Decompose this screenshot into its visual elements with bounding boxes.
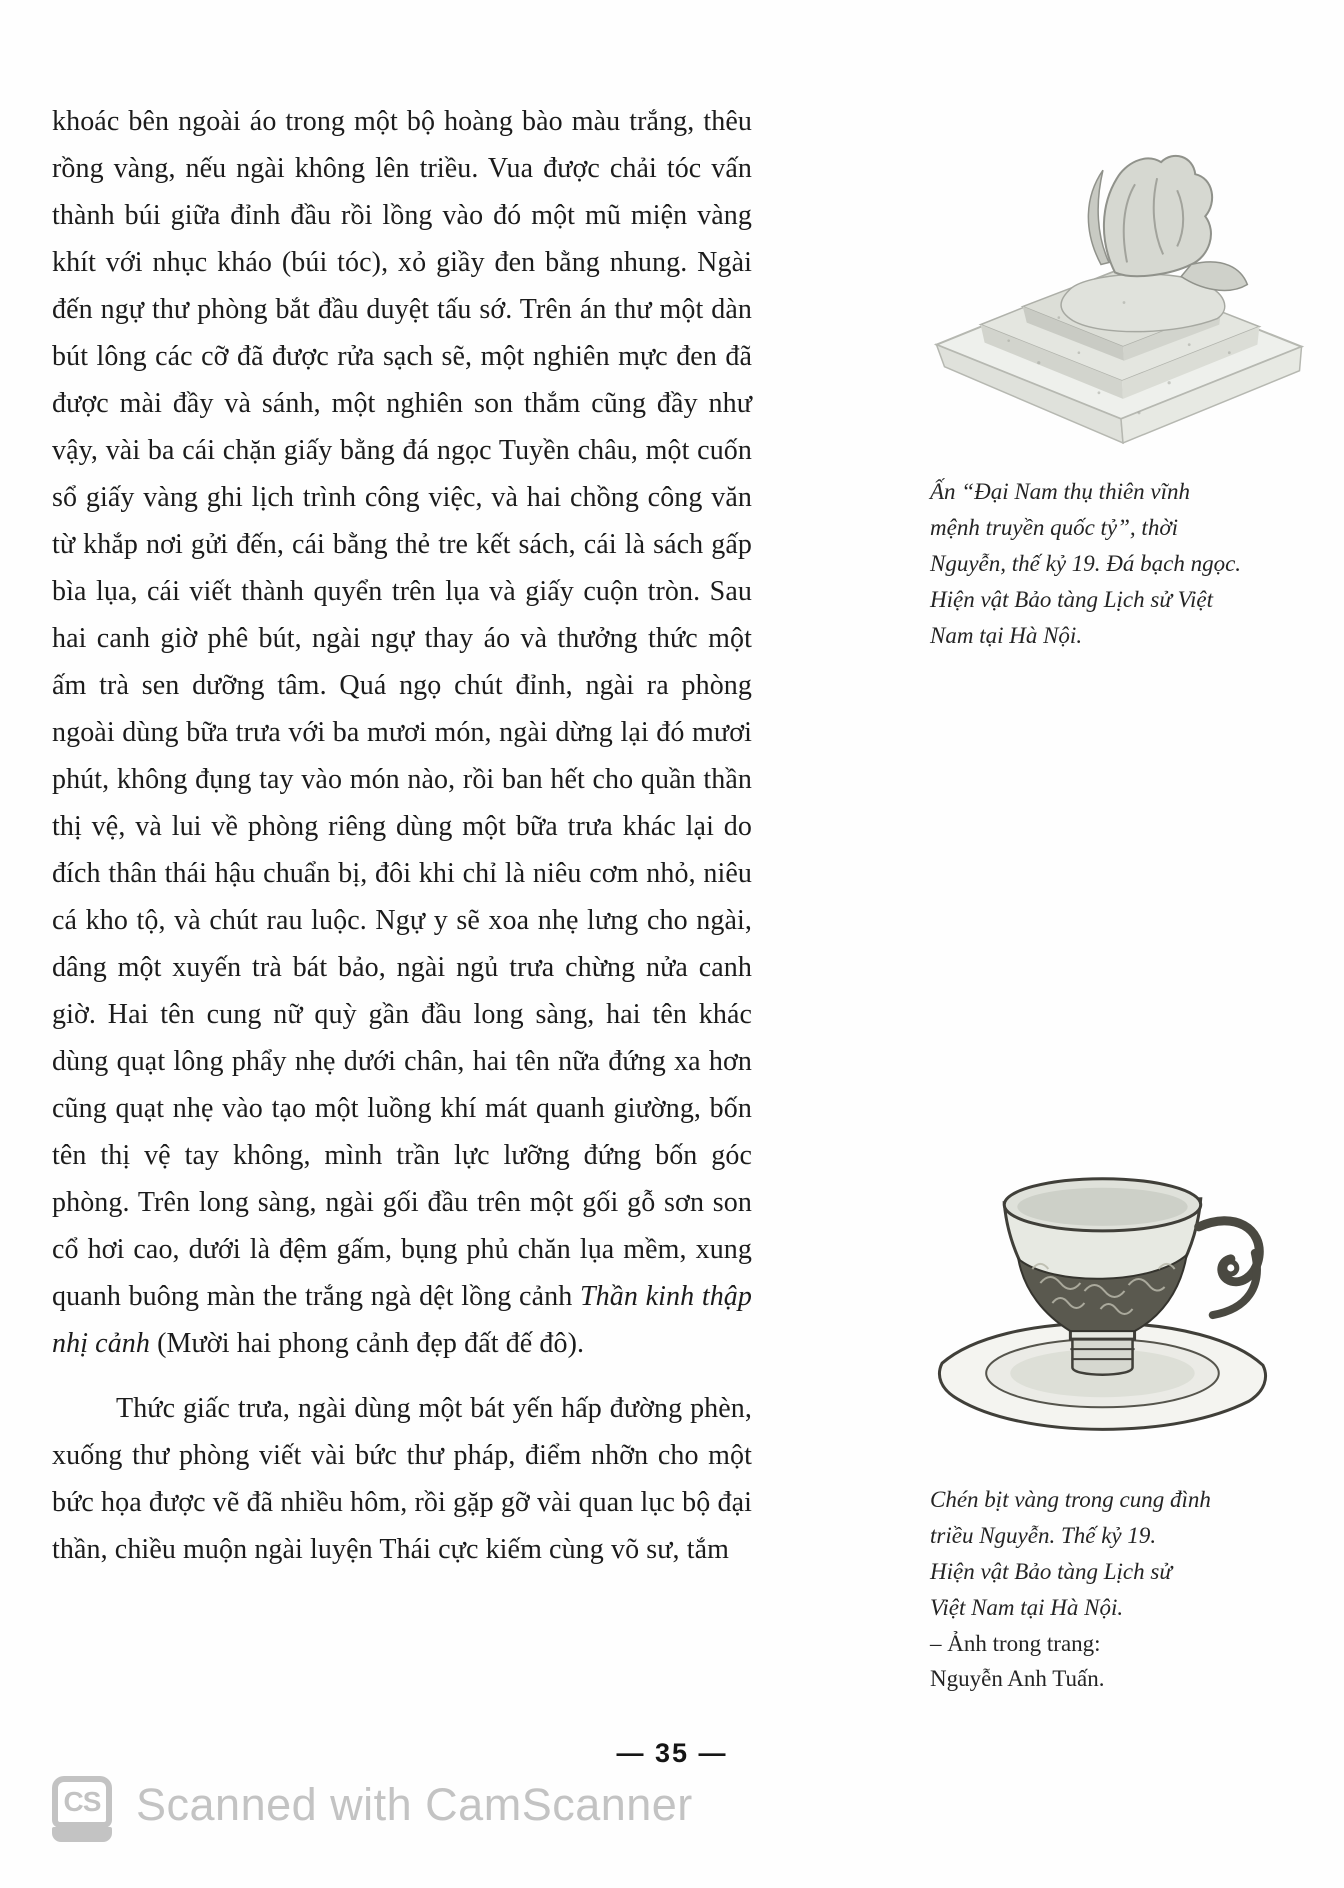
camscanner-logo-letters: CS bbox=[63, 1786, 101, 1817]
paragraph-2: Thức giấc trưa, ngài dùng một bát yến hấp đường phèn, xuống thư phòng viết vài bức thư pháp, điểm nhỡn cho một bức họa được vẽ đã nhiều hôm, rồi gặp gỡ vài quan lục bộ đại thần, chiều muộn ngài luyện Thái cực kiếm cùng võ sư, tắm bbox=[52, 1393, 752, 1565]
caption-line: Nguyễn Anh Tuấn. bbox=[930, 1666, 1105, 1691]
caption-line: Hiện vật Bảo tàng Lịch sử Việt bbox=[930, 587, 1213, 612]
camscanner-logo-icon bbox=[52, 1776, 112, 1828]
seal-caption bbox=[930, 474, 1275, 654]
page-number: — 35 — bbox=[616, 1738, 728, 1768]
gilded-teacup-photo bbox=[912, 1140, 1308, 1442]
paragraph-1-text: khoác bên ngoài áo trong một bộ hoàng bào màu trắng, thêu rồng vàng, nếu ngài không lên triều. Vua được chải tóc vấn thành búi giữa đỉnh đầu rồi lồng vào đó một mũ miện vàng khít với nhục kháo (búi tóc), xỏ giầy đen bằng nhung. Ngài đến ngự thư phòng bắt đầu duyệt tấu sớ. Trên án thư một dàn bút lông các cỡ đã được rửa sạch sẽ, một nghiên mực đen đã được mài đầy và sánh, một nghiên son thắm cũng đầy như vậy, vài ba cái chặn giấy bằng đá ngọc Tuyền châu, một cuốn sổ giấy vàng ghi lịch trình công việc, và hai chồng công văn từ khắp nơi gửi đến, cái bằng thẻ tre kết sách, cái là sách gấp bìa lụa, cái viết thành quyển trên lụa và giấy cuộn tròn. Sau hai canh giờ phê bút, ngài ngự thay áo và thưởng thức một ấm trà sen dưỡng tâm. Quá ngọ chút đỉnh, ngài ra phòng ngoài dùng bữa trưa với ba mươi món, ngài dừng lại đó mươi phút, không đụng tay vào món nào, rồi ban hết cho quần thần thị vệ, và lui về phòng riêng dùng một bữa trưa khác lại do đích thân thái hậu chuẩn bị, đôi khi chỉ là niêu cơm nhỏ, niêu cá kho tộ, và chút rau luộc. Ngự y sẽ xoa nhẹ lưng cho ngài, dâng một xuyến trà bát bảo, ngài ngủ trưa chừng nửa canh giờ. Hai tên cung nữ quỳ gần đầu long sàng, hai tên khác dùng quạt lông phẩy nhẹ dưới chân, hai tên nữa đứng xa hơn cũng quạt nhẹ vào tạo một luồng khí mát quanh giường, bốn tên thị vệ tay không, mình trần lực lưỡng đứng bốn góc phòng. Trên long sàng, ngài gối đầu trên một gối gỗ sơn son cổ hơi cao, dưới là đệm gấm, bụng phủ chăn lụa mềm, xung quanh buông màn the trắng ngà dệt lồng cảnh bbox=[52, 106, 752, 1312]
body-text-column bbox=[52, 98, 752, 1573]
paragraph-1-tail: (Mười hai phong cảnh đẹp đất đế đô). bbox=[150, 1328, 585, 1359]
book-title-italic: Thần kinh thập nhị cảnh bbox=[52, 1281, 752, 1359]
camscanner-watermark bbox=[52, 1776, 693, 1846]
watermark-label: Scanned with CamScanner bbox=[136, 1779, 693, 1830]
photo-credit bbox=[930, 1626, 1275, 1696]
caption-line: Việt Nam tại Hà Nội. bbox=[930, 1595, 1124, 1620]
caption-line: Chén bịt vàng trong cung đình bbox=[930, 1487, 1211, 1512]
caption-line: Ấn “Đại Nam thụ thiên vĩnh bbox=[930, 479, 1191, 504]
teacup-caption-lines bbox=[930, 1482, 1275, 1626]
teacup-caption bbox=[930, 1482, 1275, 1696]
caption-line: Nam tại Hà Nội. bbox=[930, 623, 1083, 648]
caption-line: mệnh truyền quốc tỷ”, thời bbox=[930, 515, 1178, 540]
camscanner-logo-base bbox=[52, 1827, 112, 1842]
paragraph-1 bbox=[52, 98, 752, 1367]
imperial-seal-photo bbox=[918, 112, 1320, 458]
caption-line: Hiện vật Bảo tàng Lịch sử bbox=[930, 1559, 1172, 1584]
caption-line: triều Nguyễn. Thế kỷ 19. bbox=[930, 1523, 1157, 1548]
caption-line: Nguyễn, thế kỷ 19. Đá bạch ngọc. bbox=[930, 551, 1242, 576]
caption-line: – Ảnh trong trang: bbox=[930, 1631, 1101, 1656]
